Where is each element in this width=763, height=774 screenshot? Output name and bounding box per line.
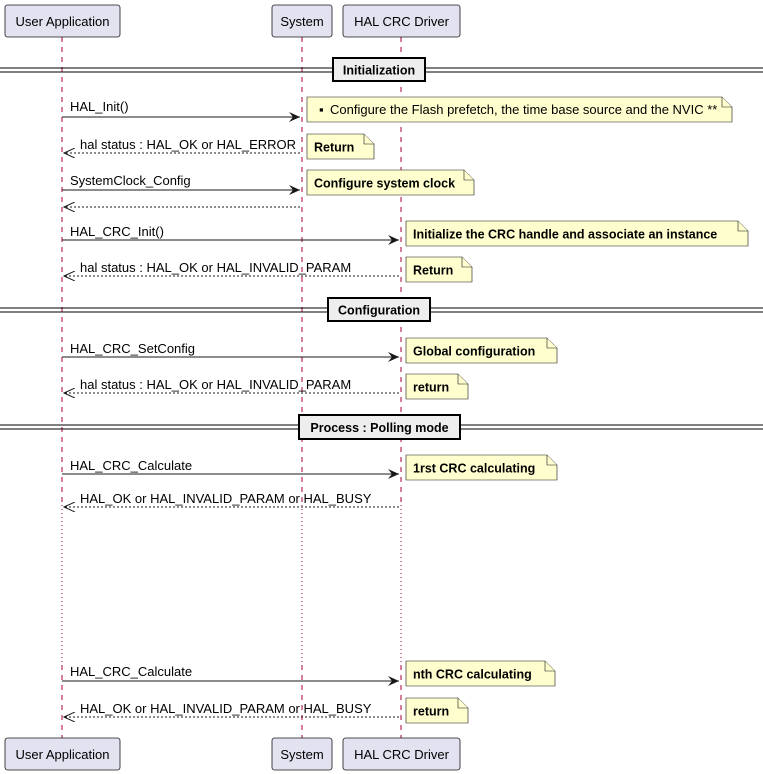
message-hal-crc-calculate-n <box>62 664 399 681</box>
message-busy-return-n <box>64 701 399 717</box>
note-text: nth CRC calculating <box>413 667 532 682</box>
note-return-1 <box>307 134 374 159</box>
participant-user-application-bottom <box>5 738 120 770</box>
note-text: Return <box>314 140 355 155</box>
participant-label: System <box>280 747 324 762</box>
note-nth-crc-calculating <box>406 661 555 686</box>
message-hal-status-invalid-2 <box>64 377 399 393</box>
message-label: HAL_CRC_Calculate <box>70 458 193 473</box>
divider-process-polling <box>0 415 763 439</box>
note-text: Return <box>413 263 454 278</box>
message-label: hal status : HAL_OK or HAL_ERROR <box>80 137 297 152</box>
divider-label: Configuration <box>338 303 420 318</box>
message-systemclock-config <box>62 173 300 190</box>
message-label: HAL_CRC_Calculate <box>70 664 193 679</box>
message-hal-init <box>62 99 300 117</box>
note-return-4 <box>406 698 468 723</box>
divider-label: Initialization <box>342 63 416 78</box>
note-text: Global configuration <box>413 344 536 359</box>
message-hal-crc-setconfig <box>62 341 399 357</box>
message-busy-return-1 <box>64 491 399 507</box>
divider-label: Process : Polling mode <box>310 421 449 435</box>
participant-system-top <box>272 5 332 37</box>
message-label: HAL_OK or HAL_INVALID_PARAM or HAL_BUSY <box>80 491 372 506</box>
message-label: HAL_CRC_SetConfig <box>70 341 196 356</box>
note-hal-init <box>307 97 732 122</box>
note-text: Configure the Flash prefetch, the time base source and the NVIC ** <box>330 102 718 117</box>
note-text: Configure system clock <box>314 176 456 191</box>
note-text: return <box>413 704 450 719</box>
participant-label: HAL CRC Driver <box>354 747 449 762</box>
message-label: SystemClock_Config <box>70 173 191 188</box>
note-text: 1rst CRC calculating <box>413 461 536 476</box>
divider-initialization <box>0 58 763 81</box>
note-crc-init <box>406 221 748 246</box>
note-text: return <box>413 380 450 395</box>
message-hal-status-error <box>64 137 300 153</box>
participant-label: System <box>280 14 324 29</box>
note-global-configuration <box>406 338 557 363</box>
participant-label: User Application <box>15 747 110 762</box>
participant-label: User Application <box>15 14 110 29</box>
message-label: HAL_OK or HAL_INVALID_PARAM or HAL_BUSY <box>80 701 372 716</box>
participant-user-application-top <box>5 5 120 37</box>
message-label: hal status : HAL_OK or HAL_INVALID_PARAM <box>80 377 352 392</box>
participant-hal-crc-driver-top <box>343 5 460 37</box>
message-label: HAL_CRC_Init() <box>70 224 164 239</box>
participant-label: HAL CRC Driver <box>354 14 449 29</box>
message-label: hal status : HAL_OK or HAL_INVALID_PARAM <box>80 260 352 275</box>
divider-configuration <box>0 298 763 321</box>
bullet-icon: ▪ <box>319 102 324 117</box>
message-hal-crc-init <box>62 224 399 240</box>
message-hal-crc-calculate-1 <box>62 458 399 474</box>
note-configure-system-clock <box>307 170 474 195</box>
note-return-3 <box>406 374 468 399</box>
note-first-crc-calculating <box>406 455 557 480</box>
note-text: Initialize the CRC handle and associate an instance <box>413 227 718 242</box>
message-hal-status-invalid-1 <box>64 260 399 276</box>
participant-hal-crc-driver-bottom <box>343 738 460 770</box>
participant-system-bottom <box>272 738 332 770</box>
note-return-2 <box>406 257 472 282</box>
message-label: HAL_Init() <box>70 99 129 114</box>
